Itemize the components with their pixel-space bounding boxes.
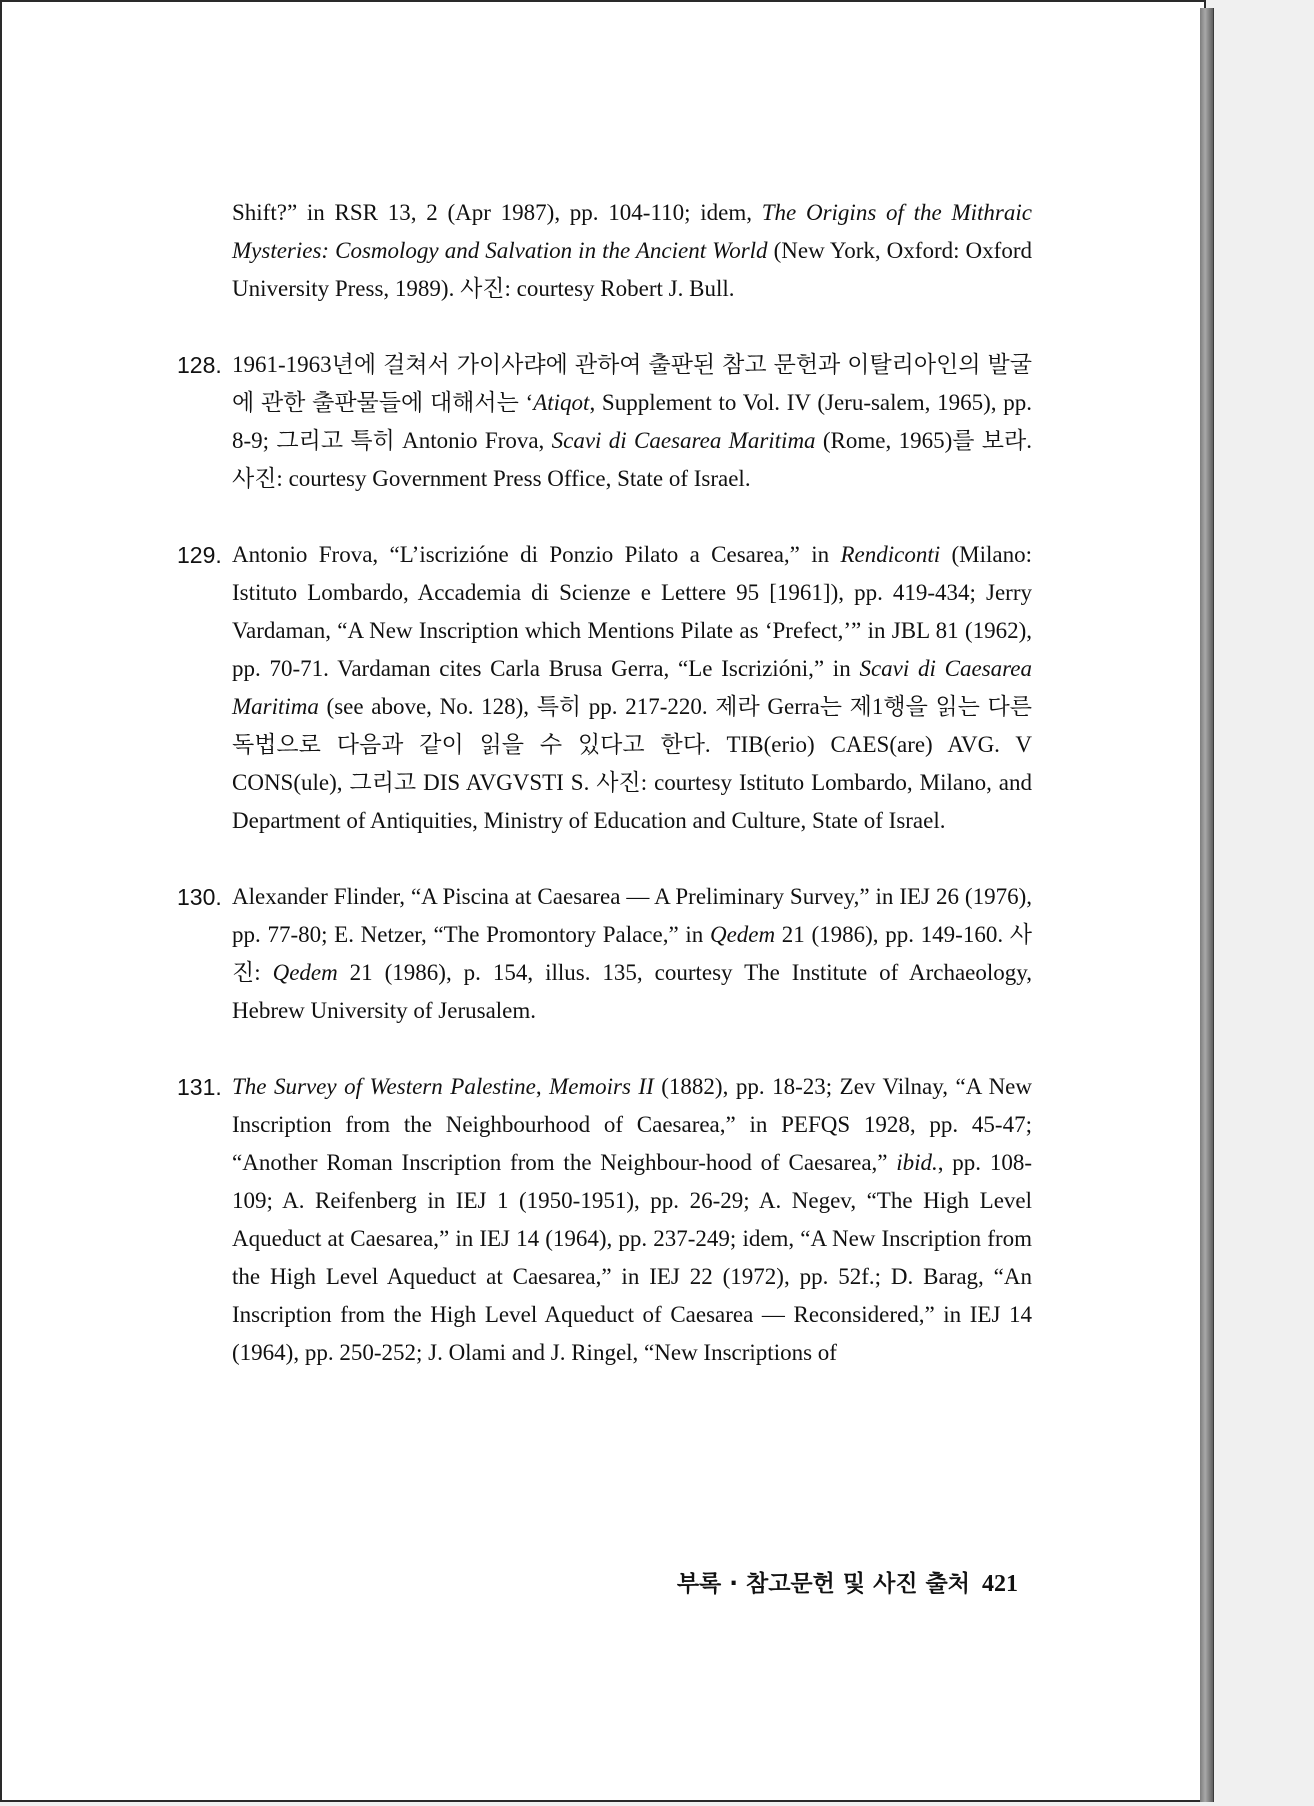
text-segment: , pp. 108-109; A. Reifenberg in IEJ 1 (1950-1951), pp. 26-29; A. Negev, “The High Level Aqueduct at Caesarea,” in IEJ 14 (1964), pp. 237-249; idem, “A New Inscription from the High Level Aqueduct at Caesarea,” in IEJ 22 (1972), pp. 52f.; D. Barag, “An Inscription from the High Level Aqueduct of Caesarea — Reconsidered,” in IEJ 14 (1964), pp. 250-252; J. Olami and J. Ringel, “New Inscriptions of [232, 1150, 1032, 1365]
page-number: 421 [982, 1571, 1018, 1597]
italic-title: Scavi di Caesarea Maritima [232, 656, 1032, 719]
text-segment: 21 (1986), p. 154, illus. 135, courtesy The Institute of Archaeology, Hebrew University of Jerusalem. [232, 960, 1033, 1023]
text-segment: , [535, 1074, 550, 1099]
text-segment: , Supplement to Vol. IV (Jeru-salem, 1965), pp. 8-9; 그리고 특히 Antonio Frova, [232, 390, 1032, 453]
bibliography-entry-127-cont [177, 194, 1032, 308]
text-segment: Antonio Frova, “L’iscrizióne di Ponzio Pilato a Cesarea,” in [232, 542, 841, 567]
italic-title: Qedem [272, 960, 338, 985]
italic-title: Rendiconti [840, 542, 941, 567]
page-edge-shadow [1200, 8, 1214, 1802]
entry-number: 129. [177, 542, 222, 568]
entry-text [232, 346, 1032, 498]
entry-text [232, 194, 1032, 308]
text-segment: Alexander Flinder, “A Piscina at Caesarea — A Preliminary Survey,” in IEJ 26 (1976), pp. 77-80; E. Netzer, “The Promontory Palace,” in [232, 884, 1032, 947]
footer-title: 부록 · 참고문헌 및 사진 출처 [676, 1571, 970, 1597]
bibliography-entry-131 [177, 1068, 1032, 1372]
entry-number: 131. [177, 1074, 222, 1100]
text-segment: (Rome, 1965)를 보라. 사진: courtesy Government Press Office, State of Israel. [232, 428, 1032, 491]
text-segment: (see above, No. 128), 특히 pp. 217-220. 제라 Gerra는 제1행을 읽는 다른 독법으로 다음과 같이 읽을 수 있다고 한다. TIB(erio) CAES(are) AVG. V CONS(ule), 그리고 DIS AVGVSTI S. 사진: courtesy Istituto Lombardo, Milano, and Department of Antiquities, Ministry of Education and Culture, State of Israel. [232, 694, 1032, 833]
bibliography-entry-129 [177, 536, 1032, 840]
italic-title: Scavi di Caesarea Maritima [551, 428, 816, 453]
text-segment: 21 (1986), pp. 149-160. 사진: [232, 922, 1032, 985]
entry-number: 128. [177, 352, 222, 378]
bibliography-entry-128 [177, 346, 1032, 498]
text-segment: (Milano: Istituto Lombardo, Accademia di Scienze e Lettere 95 [1961]), pp. 419-434; Jerry Vardaman, “A New Inscription which Mentions Pilate as ‘Prefect,’” in JBL 81 (1962), pp. 70-71. Vardaman cites Carla Brusa Gerra, “Le Iscrizióni,” in [232, 542, 1032, 681]
italic-title: The Survey of Western Palestine [232, 1074, 536, 1099]
entry-number: 130. [177, 884, 222, 910]
italic-title: Memoirs II [549, 1074, 654, 1099]
running-footer [658, 1565, 1018, 1598]
entry-text [232, 1068, 1032, 1372]
italic-title: The Origins of the Mithraic Mysteries: Cosmology and Salvation in the Ancient World [232, 200, 1032, 263]
italic-title: ibid. [896, 1150, 938, 1175]
page-content [177, 194, 1032, 1410]
bibliography-entry-130 [177, 878, 1032, 1030]
text-segment: (New York, Oxford: Oxford University Press, 1989). 사진: courtesy Robert J. Bull. [232, 238, 1032, 301]
italic-title: Atiqot [533, 390, 590, 415]
text-segment: (1882), pp. 18-23; Zev Vilnay, “A New Inscription from the Neighbourhood of Caesarea,” in PEFQS 1928, pp. 45-47; “Another Roman Inscription from the Neighbour-hood of Caesarea,” [232, 1074, 1033, 1175]
entry-text [232, 878, 1032, 1030]
italic-title: Qedem [709, 922, 776, 947]
text-segment: Shift?” in RSR 13, 2 (Apr 1987), pp. 104-110; idem, [232, 200, 762, 225]
entry-text [232, 536, 1032, 840]
text-segment: 1961-1963년에 걸쳐서 가이사랴에 관하여 출판된 참고 문헌과 이탈리아인의 발굴에 관한 출판물들에 대해서는 ‘ [232, 352, 1032, 415]
